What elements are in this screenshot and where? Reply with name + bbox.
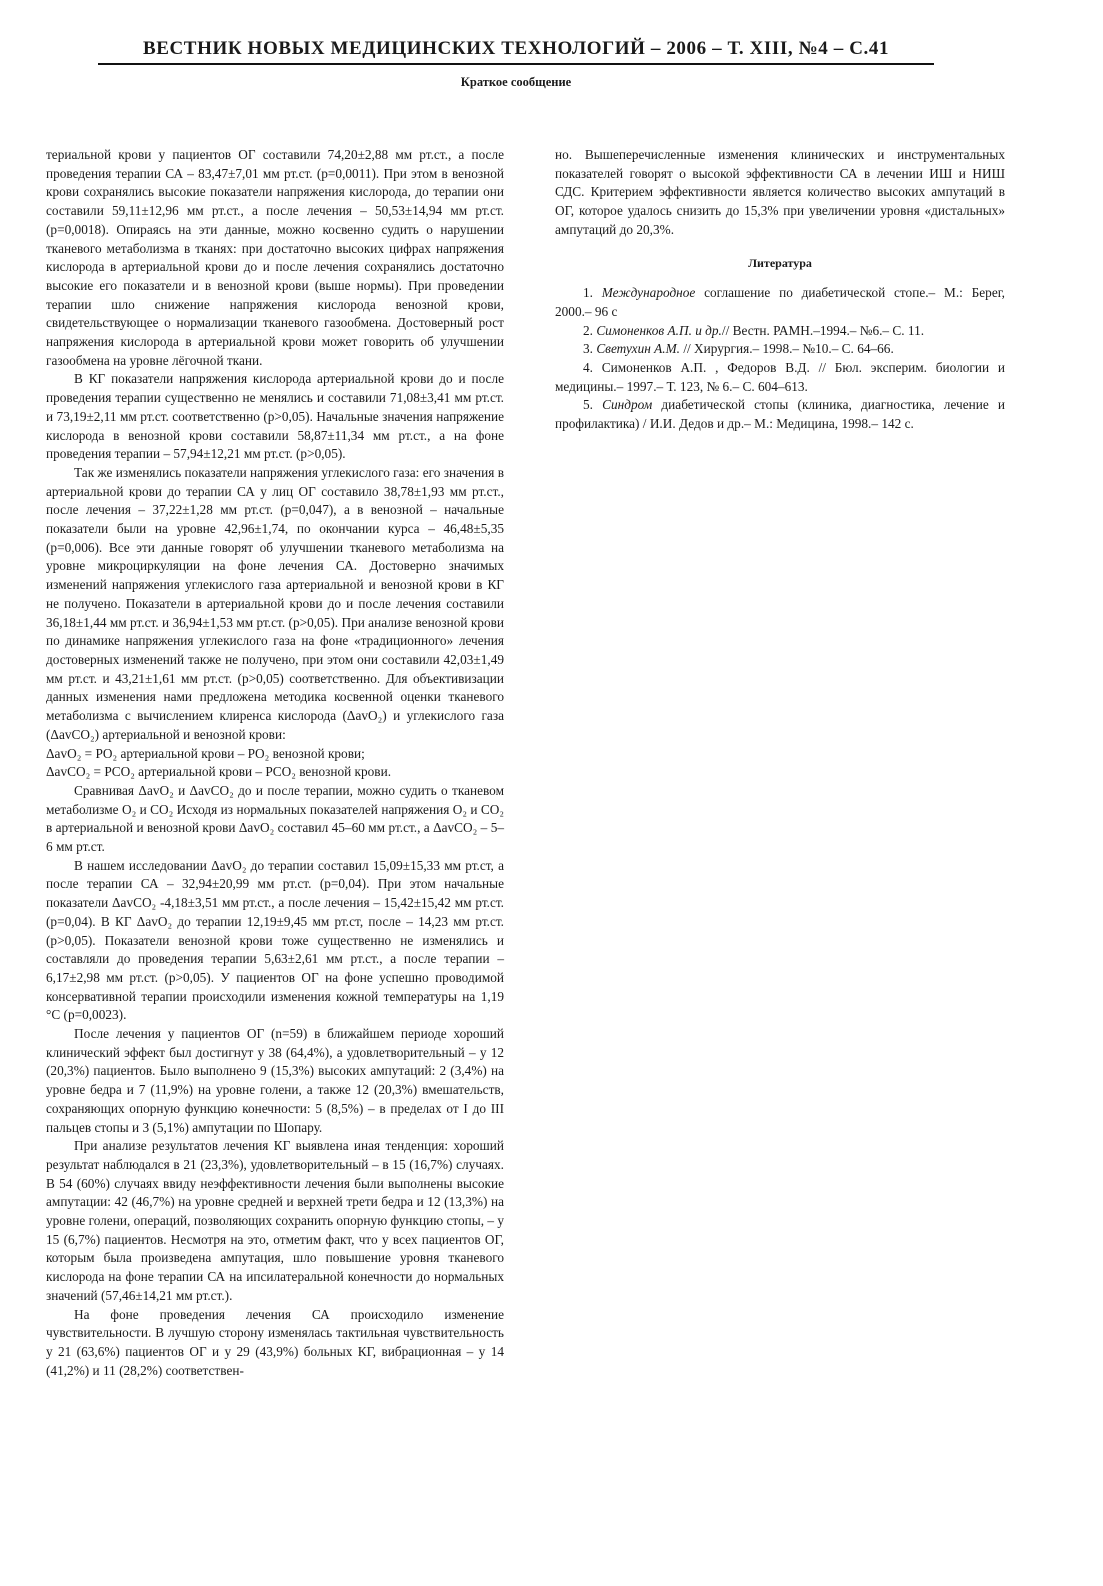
paragraph: На фоне проведения лечения СА происходило изменение чувствительности. В лучшую сторону изменялась тактильная чувствительность у 21 (63,6%) пациентов ОГ и у 29 (43,9%) больных КГ, вибрационная – у 14 (41,2%) и 11 (28,2%) соответствен- [46, 1306, 504, 1378]
page-header [98, 38, 934, 90]
reference-item: 5. Синдром диабетической стопы (клиника, диагностика, лечение и профилактика) / И.И. Дедов и др.– М.: Медицина, 1998.– 142 с. [555, 397, 1005, 432]
paragraph: Сравнивая ΔavO₂ и ΔavCO₂ до и после терапии, можно судить о тканевом метаболизме O₂ и CO₂ Исходя из нормальных показателей напряжения O₂ и CO₂ в артериальной и венозной крови ΔavO₂ составил 45–60 мм рт.ст., а ΔavCO₂ – 5–6 мм рт.ст. [46, 782, 504, 855]
reference-item: 1. Международное соглашение по диабетической стопе.– М.: Берег, 2000.– 96 с [555, 285, 1005, 319]
paragraph: После лечения у пациентов ОГ (n=59) в ближайшем периоде хороший клинический эффект был достигнут у 38 (64,4%), а удовлетворительный – у 12 (20,3%) пациентов. Было выполнено 9 (15,3%) высоких ампутаций: 2 (3,4%) на уровне бедра и 7 (11,9%) на уровне голени, а также 12 (20,3%) вмешательств, сохраняющих опорную функцию конечности: 5 (8,5%) – в пределах от I до III пальцев стопы и 3 (5,1%) ампутации по Шопару. [46, 1026, 504, 1135]
header-rule [98, 63, 934, 65]
paragraph: териальной крови у пациентов ОГ составили 74,20±2,88 мм рт.ст., а после проведения терапии СА – 83,47±7,01 мм рт.ст. (p=0,0011). При этом в венозной крови сохранялись высокие показатели напряжения кислорода, до терапии они составили 59,11±12,96 мм рт.ст., а после лечения – 50,53±14,94 мм рт.ст. (p=0,0018). Опираясь на эти данные, можно косвенно судить о нарушении тканевого метаболизма в тканях: при достаточно высоких цифрах напряжения кислорода в артериальной крови до и после лечения сохранялись достаточно высокие его показатели и в венозной крови (выше нормы). При проведении терапии шло снижение напряжения кислорода венозной крови, свидетельствующее о нормализации тканевого газообмена. Достоверный рост напряжения кислорода в артериальной крови может говорить об улучшении газообмена на уровне лёгочной ткани. [46, 147, 504, 368]
section-label: Краткое сообщение [460, 75, 572, 89]
reference-item: 2. Симоненков А.П. и др.// Вестн. РАМН.–1994.– №6.– С. 11. [583, 322, 925, 338]
paragraph: В нашем исследовании ΔavO₂ до терапии составил 15,09±15,33 мм рт.ст, а после терапии СА – 32,94±20,99 мм рт.ст. (p=0,04). При этом начальные показатели ΔavCO₂ -4,18±3,51 мм рт.ст., а после лечения – 15,42±15,42 мм рт.ст. (p=0,04). В КГ ΔavO₂ до терапии 12,19±9,45 мм рт.ст, после – 14,23 мм рт.ст. (p>0,05). Показатели венозной крови тоже существенно не изменялись и составляли до проведения терапии 5,63±2,61 мм рт.ст., а после терапии – 6,17±2,98 мм рт.ст. (p>0,05). У пациентов ОГ на фоне успешно проводимой консервативной терапии происходили изменения кожной температуры на 1,19 °С (p=0,0023). [46, 857, 504, 1023]
paragraph: Так же изменялись показатели напряжения углекислого газа: его значения в артериальной крови до терапии СА у лиц ОГ составило 38,78±1,93 мм рт.ст., после лечения – 37,22±1,28 мм рт.ст. (p=0,047), а в венозной – начальные показатели были на уровне 42,96±1,74, по окончании курса – 46,48±5,35 (p=0,006). Все эти данные говорят об улучшении тканевого метаболизма на уровне микроциркуляции на фоне лечения СА. Достоверно значимых изменений напряжения углекислого газа артериальной и венозной крови в КГ не получено. Показатели в артериальной крови до и после лечения составили 36,18±1,44 мм рт.ст. и 36,94±1,53 мм рт.ст. (p>0,05). При анализе венозной крови по динамике напряжения углекислого газа на фоне «традиционного» лечения достоверных изменений также не получено, при этом они составили 42,03±1,49 мм рт.ст. и 43,21±1,61 мм рт.ст. (p>0,05) соответственно. Для объективизации данных изменения нами предложена методика косвенной оценки тканевого метаболизма с вычислением клиренса кислорода (ΔavO₂) и углекислого газа (ΔavCO₂) артериальной и венозной крови: [46, 464, 504, 742]
formula-o2: ΔavO₂ = PO₂ артериальной крови – PO₂ венозной крови; [46, 745, 365, 761]
formula-co2: ΔavCO₂ = PCO₂ артериальной крови – PCO₂ венозной крови. [46, 764, 392, 780]
paragraph: В КГ показатели напряжения кислорода артериальной крови до и после проведения терапии существенно не менялись и составили 71,08±3,41 мм рт.ст. и 73,19±2,11 мм рт.ст. соответственно (p>0,05). Начальные значения напряжение кислорода в венозной крови составили 58,87±11,34 мм рт.ст., а на фоне проведения терапии – 57,94±12,21 мм рт.ст. (p>0,05). [46, 371, 504, 462]
paragraph: При анализе результатов лечения КГ выявлена иная тенденция: хороший результат наблюдался в 21 (23,3%), удовлетворительный – в 15 (16,7%) случаях. В 54 (60%) случаях ввиду неэффективности лечения были выполнены высокие ампутации: 42 (46,7%) на уровне средней и верхней трети бедра и 12 (13,3%) на уровне голени, операций, позволяющих сохранить опорную функцию стопы, – у 15 (6,7%) пациентов. Несмотря на это, отметим факт, что у всех пациентов ОГ, которым была произведена ампутация, шло повышение уровня тканевого кислорода на фоне терапии СА на ипсилатеральной конечности до нормальных значений (57,46±14,21 мм рт.ст.). [46, 1138, 504, 1303]
reference-item: 4. Симоненков А.П. , Федоров В.Д. // Бюл. эксперим. биологии и медицины.– 1997.– Т. 123, № 6.– С. 604–613. [555, 360, 1005, 394]
references-heading: Литература [748, 255, 812, 270]
reference-item: 3. Светухин А.М. // Хирургия.– 1998.– №10.– С. 64–66. [583, 341, 894, 357]
paragraph: но. Вышеперечисленные изменения клинических и инструментальных показателей говорят о высокой эффективности СА в лечении ИШ и НИШ СДС. Критерием эффективности является количество высоких ампутаций в ОГ, которое удалось снизить до 15,3% при увеличении уровня «дистальных» ампутаций до 20,3%. [555, 147, 1005, 237]
references-list [555, 284, 1005, 434]
right-column [555, 146, 1005, 434]
left-column [46, 146, 504, 1380]
journal-title: ВЕСТНИК НОВЫХ МЕДИЦИНСКИХ ТЕХНОЛОГИЙ – 2006 – Т. XIII, №4 – С.41 [142, 38, 890, 59]
